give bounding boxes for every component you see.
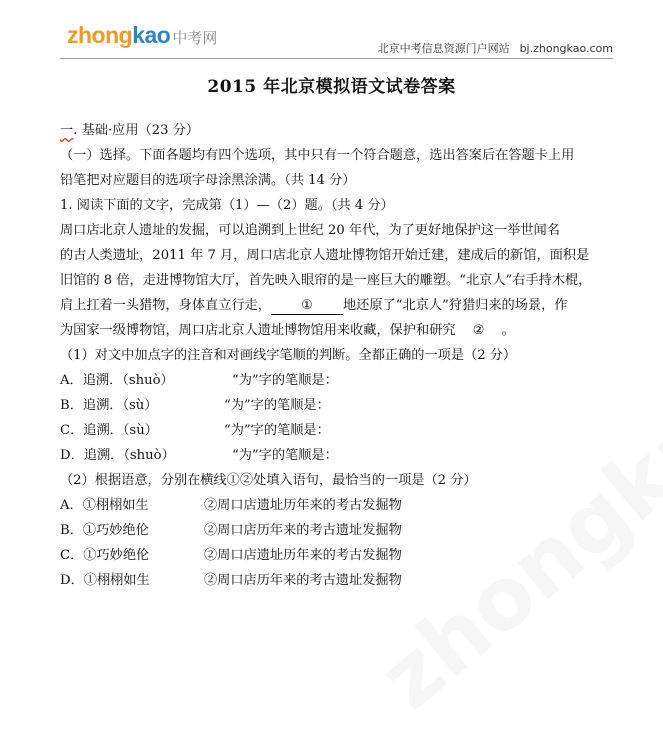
option-label: B．追溯．（sù） [60,398,158,413]
passage-line [60,318,620,343]
passage-line: 周口店北京人遗址的发掘，可以追溯到上世纪 20 年代，为了更好地保护这一举世闻名 [60,223,560,238]
question-1-stem: 1. 阅读下面的文字，完成第（1）—（2）题。（共 4 分） [60,198,394,213]
logo-text-zhong: zhong [67,22,133,48]
sub-question-1-option [60,393,620,418]
option-label: D．追溯．（shuò） [60,448,175,463]
section-number: 一 [60,123,74,138]
passage-line: 旧馆的 8 倍，走进博物馆大厅，首先映入眼帘的是一座巨大的雕塑。“北京人”右手持木棍， [60,273,592,288]
option-label: C．①巧妙绝伦 [60,548,150,563]
sub-question-2-option [60,568,620,593]
section-heading-text: . 基础·应用（23 分） [73,123,200,138]
option-text: “为”字的笔顺是： [224,398,330,413]
sub-question-2-option [60,543,620,568]
sub-question-2-option [60,518,620,543]
option-label: C．追溯．（sù） [60,423,158,438]
site-name: 北京中考信息资源门户网站 [377,42,510,55]
option-text: “为”字的笔顺是： [224,423,330,438]
sub-question-1-option [60,443,620,468]
fill-blank-2: ② [472,323,485,338]
option-text: ②周口店历年来的考古遗址发掘物 [204,573,402,588]
passage-text: 。 [501,323,515,338]
logo-text-cn: 中考网 [172,29,218,47]
instruction-line: 铅笔把对应题目的选项字母涂黑涂满。（共 14 分） [60,173,356,188]
sub-question-1-option [60,418,620,443]
option-text: “为”字的笔顺是： [232,448,338,463]
zhongkao-logo[interactable] [67,22,217,48]
passage-line [60,293,620,318]
header-divider [60,58,613,59]
sub-question-1-option [60,368,620,393]
fill-blank-1: ① [271,298,343,315]
option-label: A．追溯．（shuò） [60,373,174,388]
section-heading [60,118,620,143]
passage-line: 的古人类遗址，2011 年 7 月，周口店北京人遗址博物馆开始迁建，建成后的新馆，面积是 [60,248,590,263]
option-label: D．①栩栩如生 [60,573,150,588]
passage-text: 地还原了“北京人”狩猎归来的场景，作 [343,298,568,313]
sub-question-1-stem: （1）对文中加点字的注音和对画线字笔顺的判断。全都正确的一项是（2 分） [60,348,517,363]
option-label: B．①巧妙绝伦 [60,523,149,538]
option-text: “为”字的笔顺是： [232,373,338,388]
option-text: ②周口店遗址历年来的考古发掘物 [204,548,402,563]
passage-text: 为国家一级博物馆，周口店北京人遗址博物馆用来收藏，保护和研究 [60,323,456,338]
site-url[interactable]: bj.zhongkao.com [519,42,613,55]
page-title: 2015 年北京模拟语文试卷答案 [207,77,456,97]
instruction-line: （一）选择。下面各题均有四个选项，其中只有一个符合题意，选出答案后在答题卡上用 [60,148,575,163]
option-text: ②周口店历年来的考古遗址发掘物 [204,523,402,538]
sub-question-2-option [60,493,620,518]
document-body [60,118,620,593]
passage-text: 肩上扛着一头猎物，身体直立行走， [60,298,271,313]
option-label: A．①栩栩如生 [60,498,149,513]
page-header [0,0,663,62]
sub-question-2-stem: （2）根据语意，分别在横线①②处填入语句，最恰当的一项是（2 分） [60,473,477,488]
site-info [378,40,613,56]
option-text: ②周口店遗址历年来的考古发掘物 [204,498,402,513]
logo-text-kao: kao [132,22,171,48]
